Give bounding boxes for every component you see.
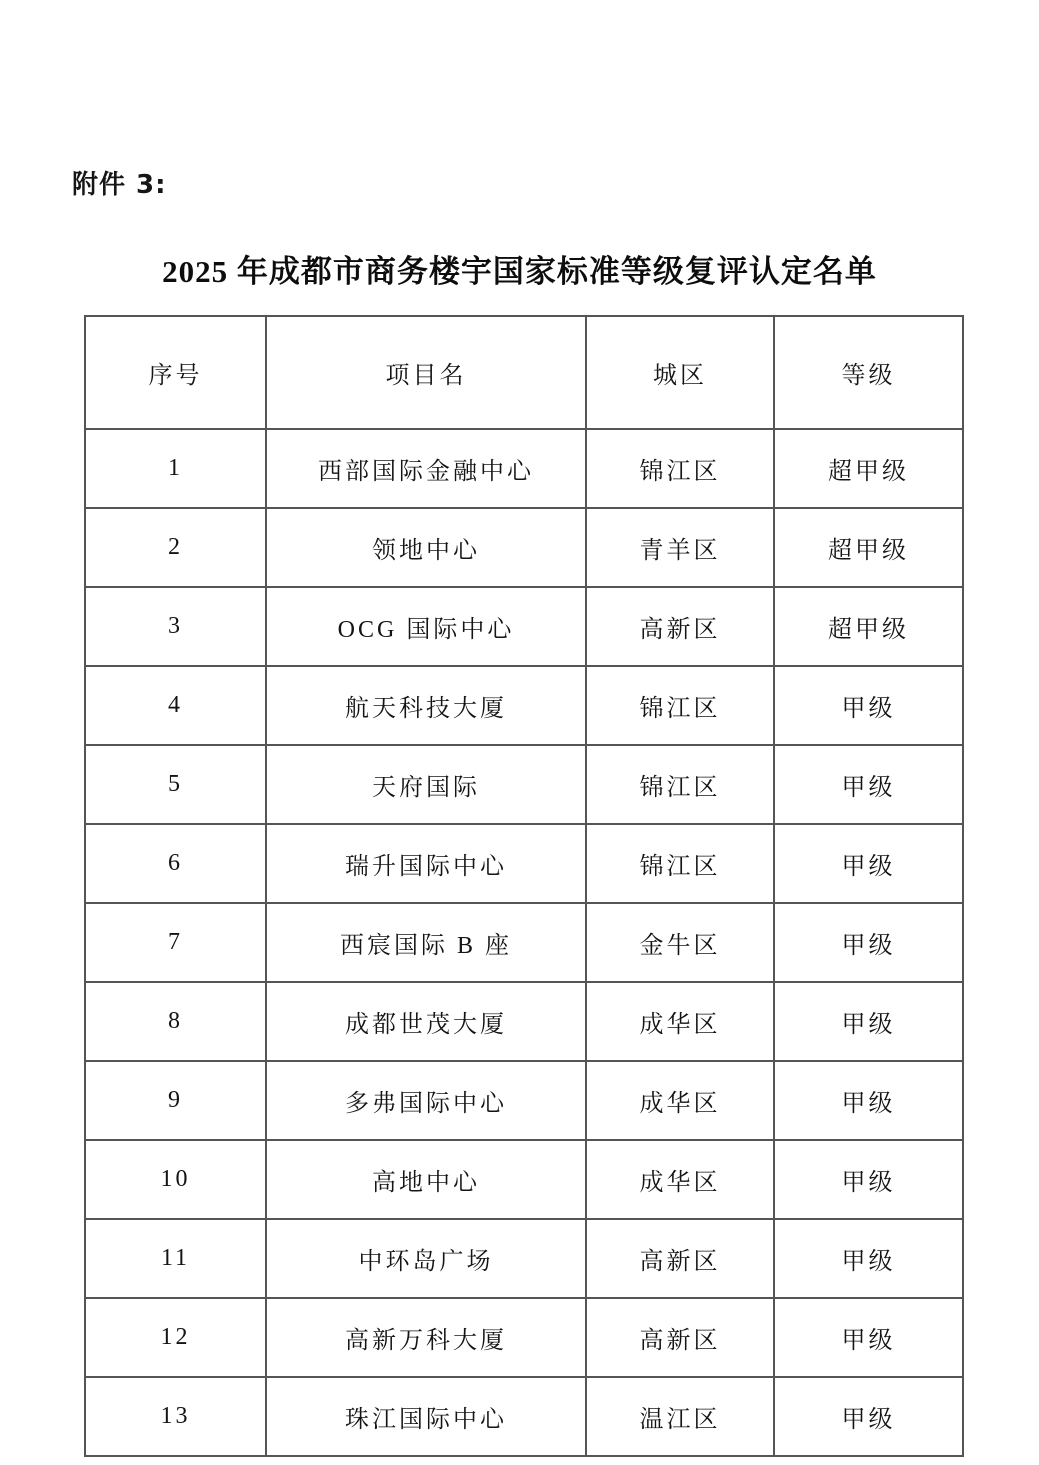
table-cell-grade: 甲级	[774, 903, 963, 982]
table-row	[85, 1298, 963, 1377]
page-title: 2025 年成都市商务楼宇国家标准等级复评认定名单	[162, 254, 877, 289]
table-row	[85, 745, 963, 824]
table-row	[85, 587, 963, 666]
table-cell-no: 1	[85, 429, 266, 508]
table-row	[85, 1377, 963, 1456]
table-cell-grade: 甲级	[774, 1061, 963, 1140]
table-cell-no: 13	[85, 1377, 266, 1456]
table-cell-project: 领地中心	[266, 508, 586, 587]
table-cell-district: 锦江区	[586, 666, 774, 745]
table-row	[85, 1140, 963, 1219]
table-cell-district: 成华区	[586, 982, 774, 1061]
table-cell-project: 瑞升国际中心	[266, 824, 586, 903]
table-cell-grade: 甲级	[774, 666, 963, 745]
table-cell-district: 成华区	[586, 1061, 774, 1140]
table-cell-district: 锦江区	[586, 824, 774, 903]
table-cell-grade: 甲级	[774, 1219, 963, 1298]
table-cell-project: 天府国际	[266, 745, 586, 824]
table-cell-district: 高新区	[586, 1219, 774, 1298]
table-cell-no: 3	[85, 587, 266, 666]
table-row	[85, 982, 963, 1061]
table-cell-no: 5	[85, 745, 266, 824]
table-cell-grade: 甲级	[774, 1140, 963, 1219]
table-cell-project: 多弗国际中心	[266, 1061, 586, 1140]
table-row	[85, 429, 963, 508]
table-cell-no: 4	[85, 666, 266, 745]
table-cell-no: 2	[85, 508, 266, 587]
table-cell-project: 西部国际金融中心	[266, 429, 586, 508]
table-cell-district: 锦江区	[586, 745, 774, 824]
grade-table	[84, 315, 964, 1457]
table-cell-grade: 甲级	[774, 824, 963, 903]
table-cell-grade: 超甲级	[774, 429, 963, 508]
table-cell-district: 高新区	[586, 587, 774, 666]
table-cell-no: 8	[85, 982, 266, 1061]
table-cell-project: 中环岛广场	[266, 1219, 586, 1298]
table-header-row	[85, 316, 963, 429]
table-row	[85, 824, 963, 903]
table-cell-no: 12	[85, 1298, 266, 1377]
table-row	[85, 1219, 963, 1298]
table-cell-grade: 超甲级	[774, 587, 963, 666]
table-cell-no: 9	[85, 1061, 266, 1140]
table-cell-project: 成都世茂大厦	[266, 982, 586, 1061]
table-cell-grade: 甲级	[774, 1298, 963, 1377]
column-header-district: 城区	[586, 316, 774, 429]
table-cell-district: 高新区	[586, 1298, 774, 1377]
table-cell-no: 7	[85, 903, 266, 982]
table-cell-project: 高新万科大厦	[266, 1298, 586, 1377]
attachment-label: 附件 3:	[72, 170, 167, 200]
table-cell-grade: 甲级	[774, 982, 963, 1061]
table-cell-grade: 甲级	[774, 1377, 963, 1456]
table-row	[85, 666, 963, 745]
table-cell-project: OCG 国际中心	[266, 587, 586, 666]
table-cell-project: 高地中心	[266, 1140, 586, 1219]
column-header-project: 项目名	[266, 316, 586, 429]
table-cell-no: 11	[85, 1219, 266, 1298]
table-cell-district: 温江区	[586, 1377, 774, 1456]
table-cell-district: 青羊区	[586, 508, 774, 587]
column-header-no: 序号	[85, 316, 266, 429]
table-cell-district: 锦江区	[586, 429, 774, 508]
table-cell-district: 成华区	[586, 1140, 774, 1219]
table-cell-grade: 甲级	[774, 745, 963, 824]
table-row	[85, 903, 963, 982]
table-cell-no: 6	[85, 824, 266, 903]
table-cell-project: 航天科技大厦	[266, 666, 586, 745]
table-cell-project: 珠江国际中心	[266, 1377, 586, 1456]
table-row	[85, 1061, 963, 1140]
table-cell-project: 西宸国际 B 座	[266, 903, 586, 982]
column-header-grade: 等级	[774, 316, 963, 429]
table-cell-grade: 超甲级	[774, 508, 963, 587]
table-cell-district: 金牛区	[586, 903, 774, 982]
table-cell-no: 10	[85, 1140, 266, 1219]
table-row	[85, 508, 963, 587]
